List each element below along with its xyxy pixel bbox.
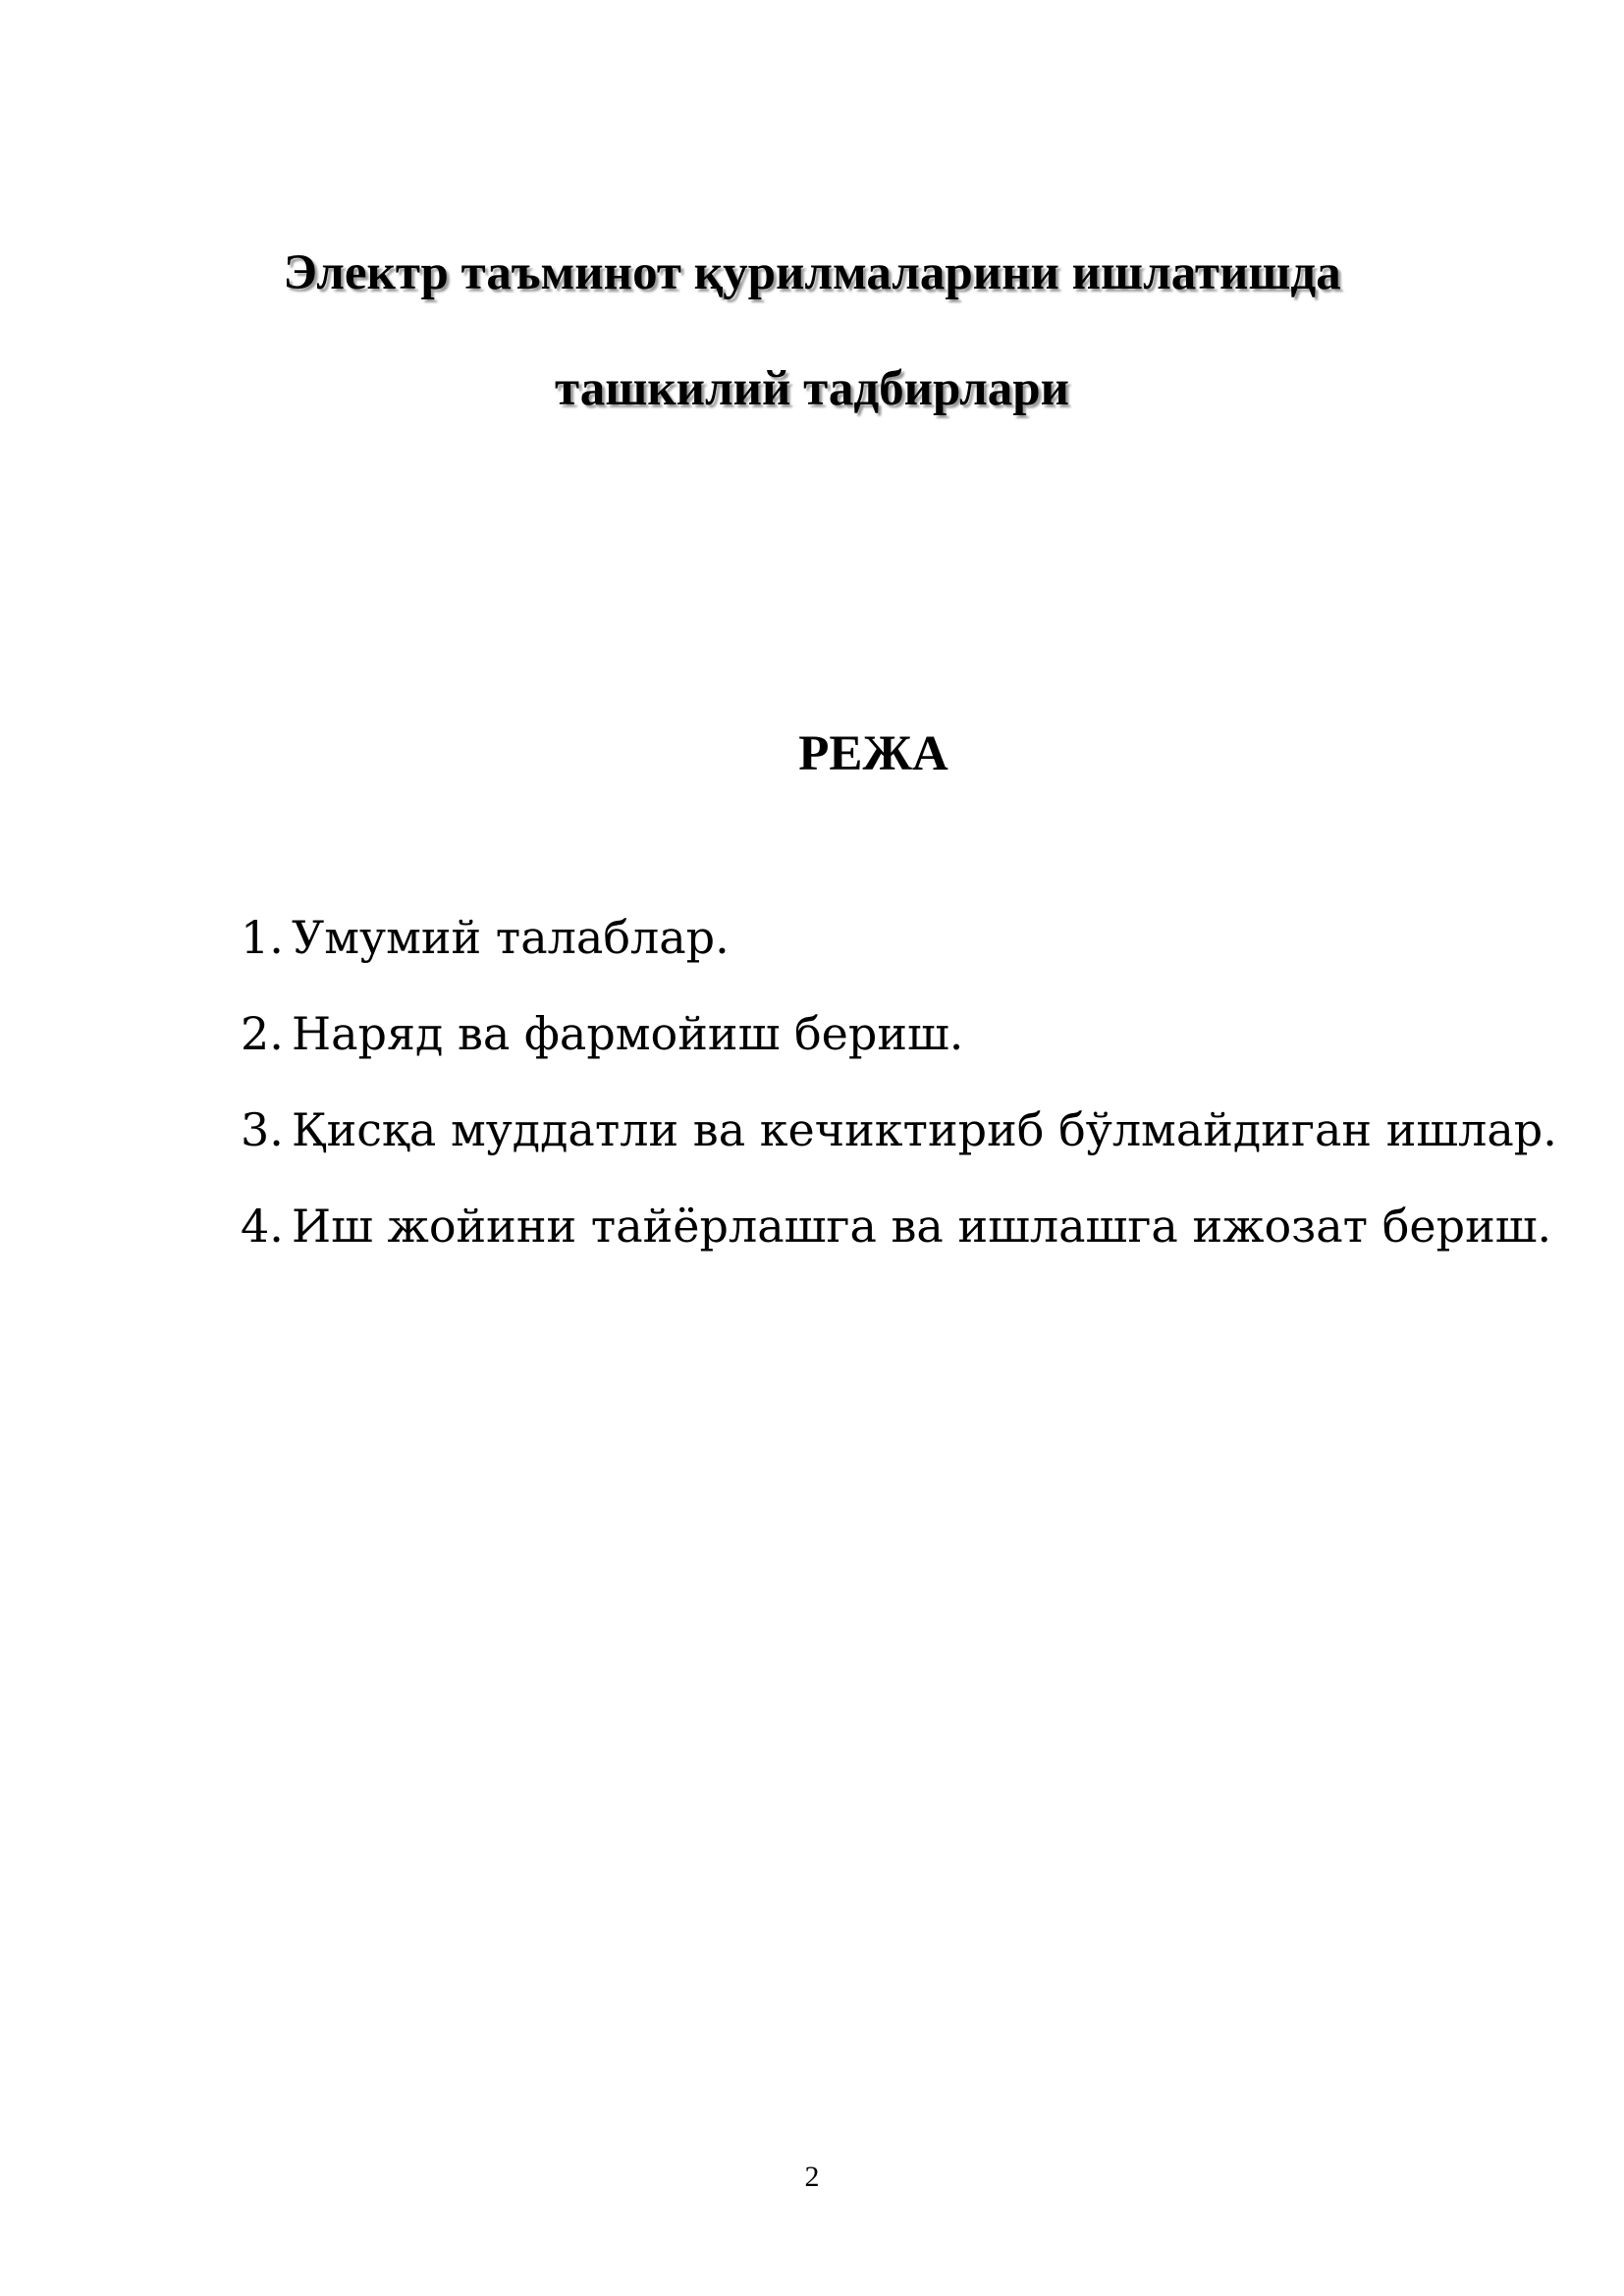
page-number: 2 <box>804 2161 820 2193</box>
plan-heading: РЕЖА <box>798 726 948 781</box>
plan-item <box>0 1100 1624 1197</box>
title-line-2: ташкилий тадбирлари <box>555 361 1069 416</box>
plan-item-text: Умумий талаблар. <box>292 911 730 964</box>
plan-item-number: 1. <box>241 911 284 964</box>
plan-item-number: 2. <box>241 1007 284 1060</box>
plan-item-text: Қисқа муддатли ва кечиктириб бўлмайдиган ишлар. <box>292 1103 1557 1156</box>
title-line-1: Электр таъминот қурилмаларини ишлатишда <box>283 245 1341 300</box>
plan-item-number: 3. <box>241 1103 284 1156</box>
plan-item <box>0 908 1624 1004</box>
plan-item <box>0 1004 1624 1100</box>
plan-item-number: 4. <box>241 1200 284 1253</box>
plan-item <box>0 1197 1624 1293</box>
plan-item-text: Наряд ва фармойиш бериш. <box>292 1007 964 1060</box>
plan-item-text: Иш жойини тайёрлашга ва ишлашга ижозат бериш. <box>292 1200 1552 1253</box>
document-title <box>0 243 1624 418</box>
plan-list <box>0 908 1624 1293</box>
